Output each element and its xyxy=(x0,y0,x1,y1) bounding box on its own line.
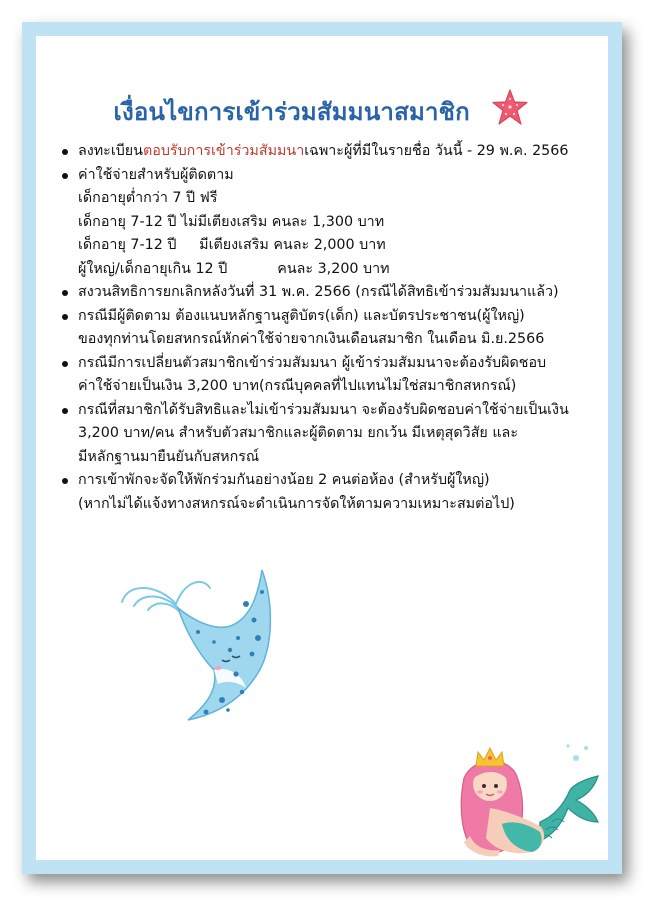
manta-ray-illustration xyxy=(118,564,278,728)
fee-row: ผู้ใหญ่/เด็กอายุเกิน 12 ปี คนละ 3,200 บาท xyxy=(78,260,390,277)
fee-row: เด็กอายุ 7-12 ปี มีเตียงเสริม คนละ 2,000 บาท xyxy=(78,237,386,253)
substitution-line: ค่าใช้จ่ายเป็นเงิน 3,200 บาท(กรณีบุคคลที่ไปแทนไม่ใช่สมาชิกสหกรณ์) xyxy=(78,378,517,394)
fee-row: เด็กอายุต่ำกว่า 7 ปี ฟรี xyxy=(78,190,218,206)
registration-highlight: ตอบรับการเข้าร่วมสัมมนา xyxy=(142,143,305,159)
accommodation-line: การเข้าพักจะจัดให้พักร่วมกันอย่างน้อย 2 คนต่อห้อง (สำหรับผู้ใหญ่) xyxy=(78,472,490,488)
no-show-line: 3,200 บาท/คน สำหรับตัวสมาชิกและผู้ติดตาม ยกเว้น มีเหตุสุดวิสัย และ xyxy=(78,425,518,441)
condition-companion-fees xyxy=(60,164,600,282)
condition-documents xyxy=(60,305,600,352)
accommodation-line: (หากไม่ได้แจ้งทางสหกรณ์จะดำเนินการจัดให้ตามความเหมาะสมต่อไป) xyxy=(78,495,515,512)
condition-no-show xyxy=(60,399,600,470)
condition-substitution xyxy=(60,352,600,399)
cancellation-text: สงวนสิทธิการยกเลิกหลังวันที่ 31 พ.ค. 2566 (กรณีได้สิทธิเข้าร่วมสัมมนาแล้ว) xyxy=(78,284,559,300)
poster-frame xyxy=(22,22,622,874)
fee-row: เด็กอายุ 7-12 ปี ไม่มีเตียงเสริม คนละ 1,300 บาท xyxy=(78,213,385,230)
poster-title xyxy=(36,88,608,134)
mermaid-illustration xyxy=(444,738,604,866)
registration-suffix: เฉพาะผู้ที่มีในรายชื่อ วันนี้ - 29 พ.ค. 2566 xyxy=(304,143,569,159)
title-text: เงื่อนไขการเข้าร่วมสัมมนาสมาชิก xyxy=(113,97,470,126)
poster-content xyxy=(36,36,608,860)
condition-accommodation xyxy=(60,469,600,516)
registration-prefix: ลงทะเบียน xyxy=(78,143,143,159)
companion-fees-heading: ค่าใช้จ่ายสำหรับผู้ติดตาม xyxy=(78,166,234,183)
documents-line: ของทุกท่านโดยสหกรณ์หักค่าใช้จ่ายจากเงินเดือนสมาชิก ในเดือน มิ.ย.2566 xyxy=(78,331,545,347)
no-show-line: มีหลักฐานมายืนยันกับสหกรณ์ xyxy=(78,448,260,465)
documents-line: กรณีมีผู้ติดตาม ต้องแนบหลักฐานสูติบัตร(เด็ก) และบัตรประชาชน(ผู้ใหญ่) xyxy=(78,307,525,324)
condition-registration xyxy=(60,140,600,164)
substitution-line: กรณีมีการเปลี่ยนตัวสมาชิกเข้าร่วมสัมมนา ผู้เข้าร่วมสัมมนาจะต้องรับผิดชอบ xyxy=(78,354,547,371)
starfish-icon xyxy=(490,88,530,134)
condition-cancellation xyxy=(60,281,600,305)
no-show-line: กรณีที่สมาชิกได้รับสิทธิและไม่เข้าร่วมสัมมนา จะต้องรับผิดชอบค่าใช้จ่ายเป็นเงิน xyxy=(78,401,569,418)
conditions-list xyxy=(60,140,600,516)
